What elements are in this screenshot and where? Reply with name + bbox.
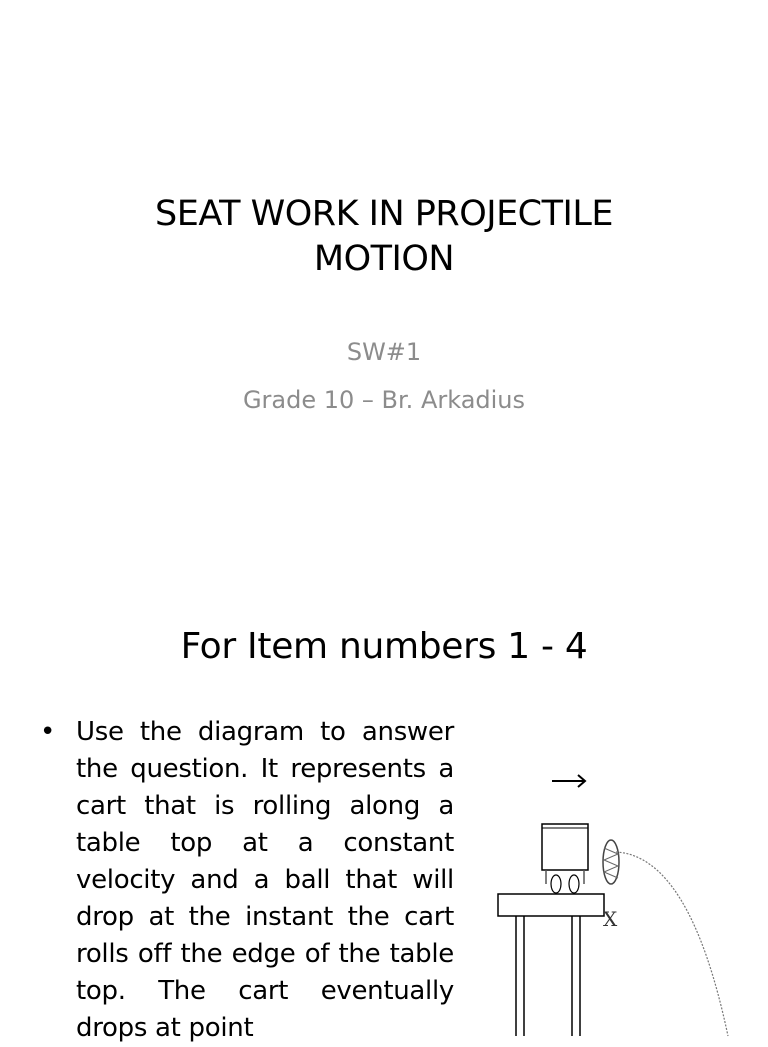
- title-line-1: SEAT WORK IN PROJECTILE: [155, 194, 613, 234]
- slide-items: [0, 576, 768, 1043]
- bullet-marker: •: [40, 717, 56, 747]
- projectile-trajectory: [616, 852, 728, 1036]
- ball-icon: [603, 840, 619, 884]
- cart: [542, 824, 588, 893]
- subtitle-sw-number: SW#1: [346, 338, 422, 366]
- slide-heading: For Item numbers 1 - 4: [180, 626, 588, 667]
- table: [498, 894, 604, 1036]
- subtitle-grade-teacher: Grade 10 – Br. Arkadius: [242, 386, 526, 414]
- bullet-text: Use the diagram to answer the question. It represents a cart that is rolling along a table top at a constant velocity and a ball that will drop at the instant the cart rolls off the edge of the table top. The cart eventually drops at point: [76, 717, 454, 1043]
- bullet-item: [40, 714, 454, 1047]
- point-x-label: X: [603, 907, 618, 931]
- cart-table-diagram: [490, 766, 750, 1036]
- slide-title-heading: [84, 192, 684, 282]
- velocity-arrow-icon: [552, 775, 585, 787]
- title-line-2: MOTION: [313, 239, 455, 279]
